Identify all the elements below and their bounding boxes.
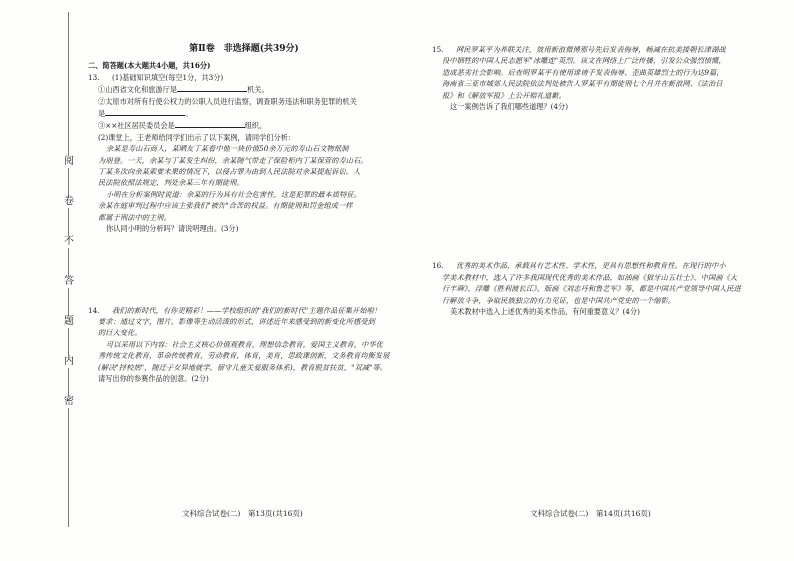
page-footer-right: 文科综合试卷(二) 第14页(共16页) bbox=[530, 509, 651, 518]
question-prompt: 请写出你的参赛作品的创意。(2分) bbox=[98, 373, 209, 383]
question-line: 行丰碑》、浮雕《胜利渡长江》，版画《刘志丹和鲁艺军》等，都是中国共产党领导中国人民进 bbox=[442, 284, 741, 294]
opinion-line: 小明在分析案例时说道：余某的行为具有社会危害性，这是犯罪的最本质特征。 bbox=[106, 189, 362, 199]
binding-margin-line bbox=[68, 12, 69, 527]
question-number: 13. bbox=[88, 72, 100, 82]
question-line: 我们的新时代，有你更精彩！——学校组织的"我们的新时代"主题作品征集开始啦！ bbox=[112, 305, 382, 315]
question-15 bbox=[432, 44, 762, 112]
case-line: 余某是寿山石商人，某晒友丁某看中他一块价值50余万元的寿山石文物纸制 bbox=[106, 144, 349, 154]
margin-label-1: 阅 bbox=[60, 156, 78, 168]
question-16 bbox=[432, 260, 762, 317]
case-line: 为朋登。一天，余某与丁某发生纠纷，余某随气带走了保险柜内丁某保管的寿山石。 bbox=[98, 155, 368, 165]
question-14 bbox=[88, 305, 400, 385]
section-title: 第Ⅱ卷 非选择题(共39分) bbox=[189, 44, 299, 54]
case-line: 民法院依照法规定，判处余某三年有期徒刑。 bbox=[98, 178, 244, 188]
question-line: 报》和《解放军报》上公开赔礼道歉。 bbox=[442, 90, 566, 100]
question-line: 要求：通过文字，图片，影像等生动活泼的形式，讲述近年来感受到的新变化所感受到 bbox=[98, 316, 375, 326]
question-line: 役中牺牲的中国人民志愿军"冰雕连"英烈。该文在网络上广泛传播，引发公众强烈愤慨， bbox=[442, 56, 726, 66]
question-line: (解决"择校热"，随迁子女异地就学，留守儿童关爱服务体系)，教育脱贫扶贫，"双减"等。 bbox=[98, 362, 388, 372]
margin-label-7: 密 bbox=[60, 396, 78, 408]
case-line: 丁某多次向余某索要未果的情况下，以侵占罪为由到人民法院对余某提起诉讼。人 bbox=[98, 167, 361, 177]
question-line: 秀传统文化教育，革命传统教育，劳动教育，体育，美育，思政课创新，文务教育均衡发展 bbox=[98, 351, 390, 361]
fill-item-1-prefix: ①山西省文化和旅游厅是 bbox=[98, 85, 178, 95]
fill-item-2-prefix: 是 bbox=[98, 109, 106, 119]
left-page-column bbox=[88, 44, 400, 384]
question-line: 优秀的美术作品，承载具有艺术性、学术性，更具有思想性和教育性。在现行的中小 bbox=[456, 261, 726, 271]
right-page-column bbox=[432, 44, 762, 317]
fill-item-2-text: ②太原市对所有行使公权力的公职人员进行监察，调查职务违法和职务犯罪的机关 bbox=[98, 96, 357, 106]
page-footer-left: 文科综合试卷(二) 第13页(共16页) bbox=[182, 509, 303, 518]
sub-question-title: (2)课堂上，王老师给同学们出示了以下案例，请同学们分析： bbox=[98, 132, 296, 142]
question-line: 海南省三亚市城郊人民法院依法判处被告人罗某平有期徒刑七个月并在新浪网、《法治日 bbox=[442, 79, 723, 89]
fill-item-3-prefix: ③××社区居民委员会是 bbox=[98, 121, 175, 131]
fill-item-2-suffix: 。 bbox=[185, 109, 193, 119]
question-prompt: 美术教材中选入上述优秀的美术作品，有何重要意义？(4分) bbox=[450, 307, 640, 317]
margin-label-4: 答 bbox=[60, 276, 78, 288]
answer-space[interactable] bbox=[88, 235, 400, 305]
question-line: 行解放斗争，争取民族独立的有力见证，也是中国共产党史的一个缩影。 bbox=[442, 295, 676, 305]
question-13 bbox=[88, 72, 400, 235]
question-number: 15. bbox=[432, 45, 444, 54]
question-line: 学美术教材中，选入了许多我国现代优秀的美术作品，如油画《狼牙山五壮士》、中国画《大 bbox=[442, 272, 738, 282]
question-line: 造成恶劣社会影响。后查明罗某平有使用诽谤手发表侮辱、歪曲英雄烈士的行为达9篇， bbox=[442, 67, 724, 77]
answer-blank[interactable] bbox=[105, 107, 185, 116]
question-line: 的巨大变化。 bbox=[98, 328, 142, 338]
question-prompt: 你认同小明的分析吗？请说明理由。(3分) bbox=[106, 224, 239, 234]
question-number: 16. bbox=[432, 261, 444, 271]
sub-question-title: (1)基础知识填空(每空1分，共3分) bbox=[112, 72, 224, 82]
opinion-line: 余某在庭审判过程中应该主张我们"被告"合苦的权益。有期徒刑和罚金组成一样 bbox=[98, 201, 353, 211]
question-line: 网民罗某平为养联关注，效用新浪微博那号先后发表侮辱，畅减在抗美援朝长津湖战 bbox=[456, 45, 726, 54]
question-line: 可以采用以下内容：社会主义核心价值观教育，理想信念教育，爱国主义教育，中华优 bbox=[106, 339, 383, 349]
answer-space[interactable] bbox=[432, 112, 762, 260]
opinion-line: 都属于刑法中的主刑。 bbox=[98, 212, 171, 222]
fill-item-1-suffix: 机关。 bbox=[247, 85, 269, 95]
fill-item-3-suffix: 组织。 bbox=[244, 121, 267, 131]
margin-label-2: 卷 bbox=[60, 196, 78, 208]
margin-label-5: 题 bbox=[60, 316, 78, 328]
question-number: 14. bbox=[88, 305, 100, 315]
margin-label-6: 内 bbox=[60, 356, 78, 368]
answer-blank[interactable] bbox=[175, 119, 245, 128]
part-heading: 二、简答题(本大题共4小题，共16分) bbox=[88, 61, 211, 71]
margin-label-3: 不 bbox=[60, 236, 78, 248]
question-prompt: 这一案例告诉了我们哪些道理？(4分) bbox=[450, 102, 568, 112]
answer-blank[interactable] bbox=[177, 83, 247, 92]
